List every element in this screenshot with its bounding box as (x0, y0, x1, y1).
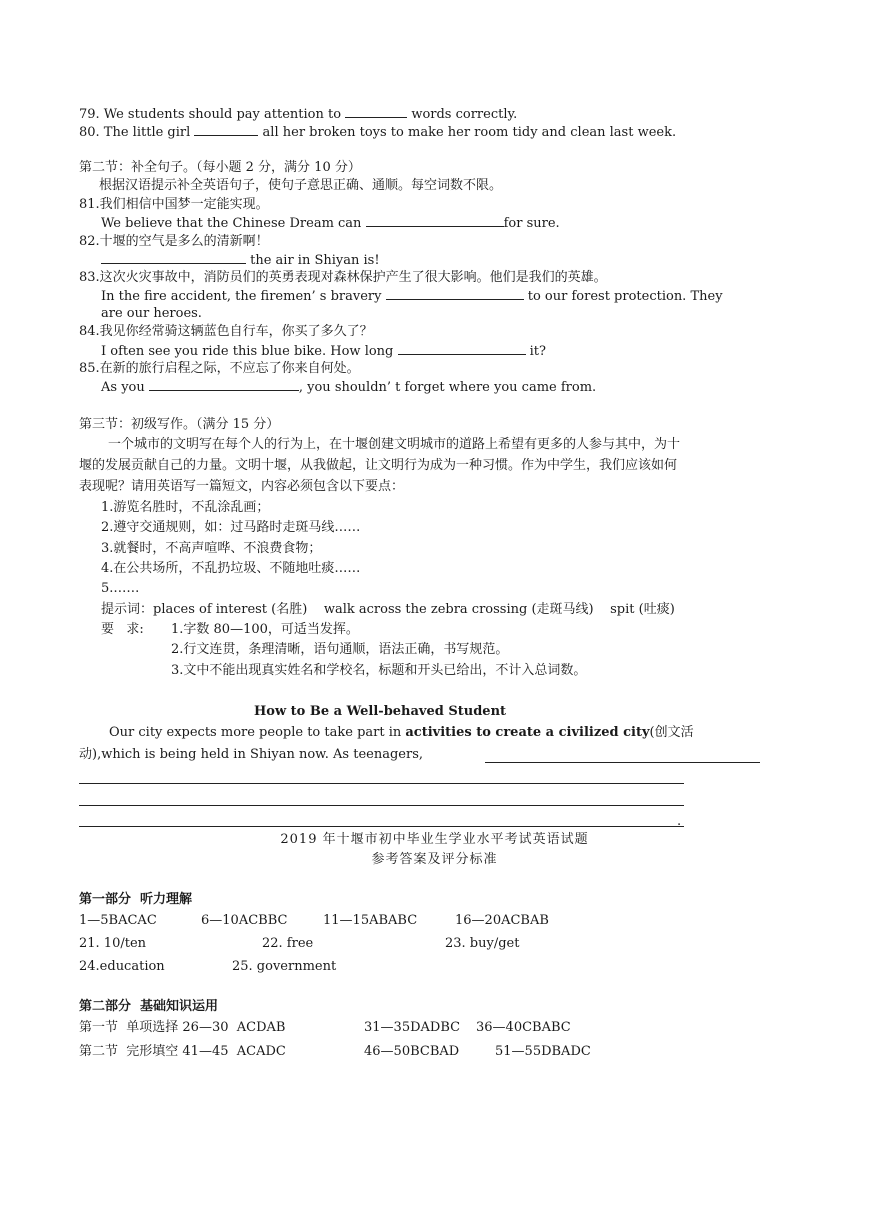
question-79: 79. We students should pay attention to words correctly. (79, 107, 518, 122)
question-80: 80. The little girl all her broken toys to make her room tidy and clean last week. (79, 125, 677, 140)
answer-11-15: 11—15ABABC (323, 913, 418, 928)
answer-22: 22. free (262, 936, 314, 951)
writing-end-dot: . (677, 814, 682, 829)
writing-line[interactable] (485, 762, 760, 763)
essay-line-1: Our city expects more people to take part in activities to create a civilized city(创文活 (109, 725, 694, 740)
requirements-label: 要 求: (101, 622, 144, 637)
answer-21: 21. 10/ten (79, 936, 147, 951)
section2-heading: 第二节：补全句子。（每小题 2 分，满分 10 分） (79, 160, 361, 175)
answer-blank[interactable] (398, 342, 526, 355)
answer-blank[interactable] (194, 123, 258, 136)
answer-key-subtitle: 参考答案及评分标准 (371, 852, 498, 867)
answer-36-40: 36—40CBABC (476, 1020, 571, 1035)
point-5: 5.…… (101, 581, 140, 596)
question-84-cn: 84.我见你经常骑这辆蓝色自行车，你买了多久了？ (79, 324, 373, 339)
question-84-en: I often see you ride this blue bike. How long it? (101, 344, 546, 359)
point-2: 2.遵守交通规则，如：过马路时走斑马线…… (101, 520, 361, 535)
answer-blank[interactable] (366, 214, 504, 227)
answer-23: 23. buy/get (445, 936, 520, 951)
section3-para-line1: 一个城市的文明写在每个人的行为上，在十堰创建文明城市的道路上希望有更多的人参与其中，为十 (108, 437, 681, 452)
answer-6-10: 6—10ACBBC (201, 913, 288, 928)
question-82-cn: 82.十堰的空气是多么的清新啊！ (79, 234, 269, 249)
answer-41-45: 第二节 完形填空 41—45 ACADC (79, 1044, 286, 1059)
answer-blank[interactable] (149, 378, 299, 391)
writing-line[interactable] (79, 783, 684, 784)
question-83-en-cont: are our heroes. (101, 306, 202, 321)
essay-title: How to Be a Well-behaved Student (254, 704, 507, 719)
answer-blank[interactable] (386, 287, 524, 300)
answer-51-55: 51—55DBADC (495, 1044, 591, 1059)
answer-26-30: 第一节 单项选择 26—30 ACDAB (79, 1020, 286, 1035)
part2-heading: 第二部分 基础知识运用 (79, 999, 219, 1014)
part1-heading: 第一部分 听力理解 (79, 892, 193, 907)
hint-words: 提示词：places of interest (名胜) walk across the zebra crossing (走斑马线) spit (吐痰) (101, 602, 675, 617)
requirement-3: 3.文中不能出现真实姓名和学校名，标题和开头已给出，不计入总词数。 (171, 663, 587, 678)
answer-key-title: 2019 年十堰市初中毕业生学业水平考试英语试题 (280, 832, 589, 847)
question-81-en: We believe that the Chinese Dream can for sure. (101, 216, 560, 231)
question-85-en: As you , you shouldn’ t forget where you came from. (101, 380, 597, 395)
question-82-en: the air in Shiyan is! (101, 251, 380, 270)
requirement-2: 2.行文连贯，条理清晰，语句通顺，语法正确，书写规范。 (171, 642, 509, 657)
writing-line[interactable] (79, 805, 684, 806)
section3-para-line3: 表现呢？请用英语写一篇短文，内容必须包含以下要点： (79, 479, 405, 494)
point-1: 1.游览名胜时，不乱涂乱画； (101, 500, 270, 515)
section3-heading: 第三节：初级写作。（满分 15 分） (79, 417, 280, 432)
point-4: 4.在公共场所，不乱扔垃圾、不随地吐痰…… (101, 561, 361, 576)
answer-24: 24.education (79, 959, 165, 974)
essay-line-2: 动),which is being held in Shiyan now. As teenagers, (79, 747, 423, 762)
answer-blank[interactable] (345, 105, 407, 118)
question-85-cn: 85.在新的旅行启程之际，不应忘了你来自何处。 (79, 361, 360, 376)
question-83-cn: 83.这次火灾事故中，消防员们的英勇表现对森林保护产生了很大影响。他们是我们的英雄。 (79, 270, 607, 285)
requirement-1: 1.字数 80—100，可适当发挥。 (171, 622, 359, 637)
answer-46-50: 46—50BCBAD (364, 1044, 460, 1059)
answer-16-20: 16—20ACBAB (455, 913, 549, 928)
answer-1-5: 1—5BACAC (79, 913, 157, 928)
answer-25: 25. government (232, 959, 337, 974)
writing-line[interactable] (79, 826, 684, 827)
question-81-cn: 81.我们相信中国梦一定能实现。 (79, 197, 269, 212)
section2-instruction: 根据汉语提示补全英语句子，使句子意思正确、通顺。每空词数不限。 (99, 178, 503, 193)
answer-blank[interactable] (101, 251, 246, 264)
point-3: 3.就餐时，不高声喧哗、不浪费食物； (101, 541, 322, 556)
section3-para-line2: 堰的发展贡献自己的力量。文明十堰，从我做起，让文明行为成为一种习惯。作为中学生，我们应该如何 (79, 458, 678, 473)
answer-31-35: 31—35DADBC (364, 1020, 461, 1035)
question-83-en: In the fire accident, the firemen’ s bravery to our forest protection. They (101, 289, 723, 304)
